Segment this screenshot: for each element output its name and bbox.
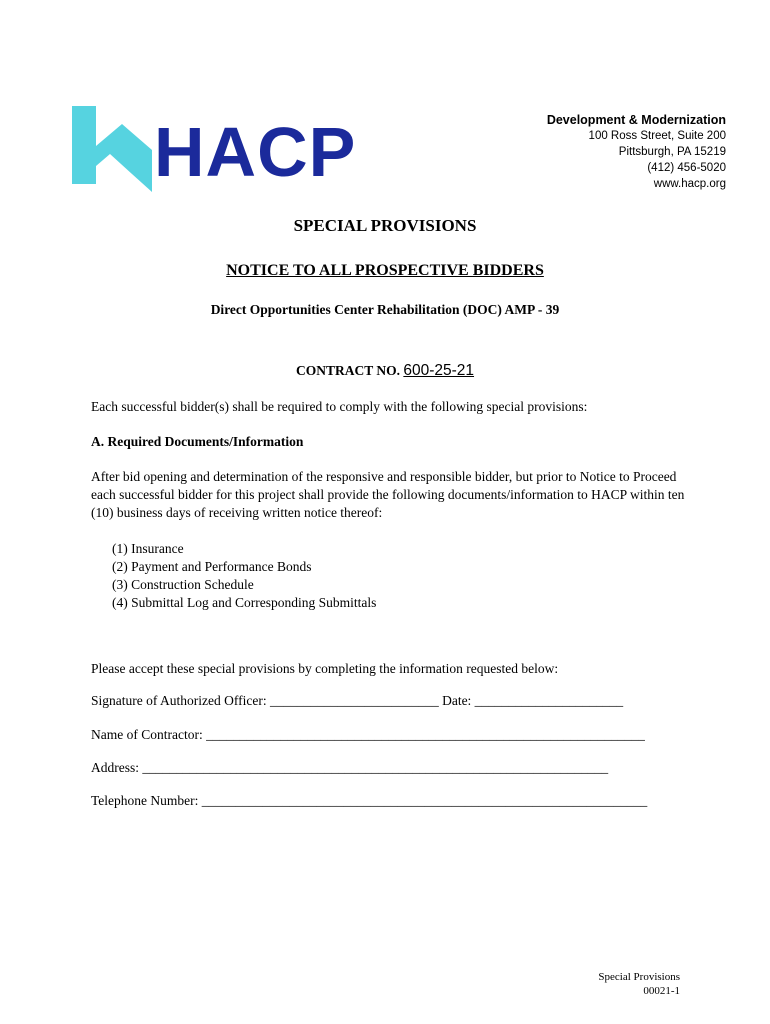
requirements-paragraph: After bid opening and determination of the responsive and responsible bidder, but prior to Notice to Proceed each successful bidder for this project shall provide the following documents/information to HACP within ten (10) business days of receiving written notice thereof:	[91, 469, 685, 520]
address-line-2: Pittsburgh, PA 15219	[618, 146, 726, 158]
intro-text: Each successful bidder(s) shall be required to comply with the following special provisions:	[91, 399, 588, 414]
contractor-name-field[interactable]: Name of Contractor: _________________________________________________________________	[91, 727, 645, 742]
website-link: www.hacp.org	[653, 178, 726, 190]
list-item: (1) Insurance	[112, 541, 184, 556]
document-title: SPECIAL PROVISIONS	[293, 216, 477, 235]
signature-field[interactable]: Signature of Authorized Officer: _________________________ Date: ______________________	[91, 693, 624, 708]
requirements-list	[112, 540, 712, 612]
address-field[interactable]: Address: _____________________________________________________________________	[91, 760, 609, 775]
address-line-1: 100 Ross Street, Suite 200	[588, 130, 726, 142]
accept-instructions: Please accept these special provisions by completing the information requested below:	[91, 661, 559, 676]
department-name: Development & Modernization	[546, 113, 726, 127]
logo-mark	[72, 106, 152, 192]
phone-number: (412) 456-5020	[647, 162, 726, 174]
list-item: (2) Payment and Performance Bonds	[112, 559, 312, 574]
project-name: Direct Opportunities Center Rehabilitation (DOC) AMP - 39	[210, 302, 560, 317]
contract-line	[0, 362, 770, 380]
list-item: (3) Construction Schedule	[112, 577, 254, 592]
list-item: (4) Submittal Log and Corresponding Submittals	[112, 595, 377, 610]
page-number: 00021-1	[643, 985, 680, 997]
contract-label: CONTRACT NO.	[295, 363, 400, 378]
hacp-logo	[72, 106, 392, 192]
contract-number: 600-25-21	[403, 362, 475, 379]
telephone-field[interactable]: Telephone Number: __________________________________________________________________	[91, 793, 648, 808]
section-heading: A. Required Documents/Information	[91, 434, 304, 449]
contact-block	[426, 112, 726, 192]
notice-heading: NOTICE TO ALL PROSPECTIVE BIDDERS	[226, 262, 544, 279]
footer-title: Special Provisions	[598, 971, 680, 983]
page-footer	[480, 970, 680, 998]
logo-text: HACP	[154, 113, 357, 191]
